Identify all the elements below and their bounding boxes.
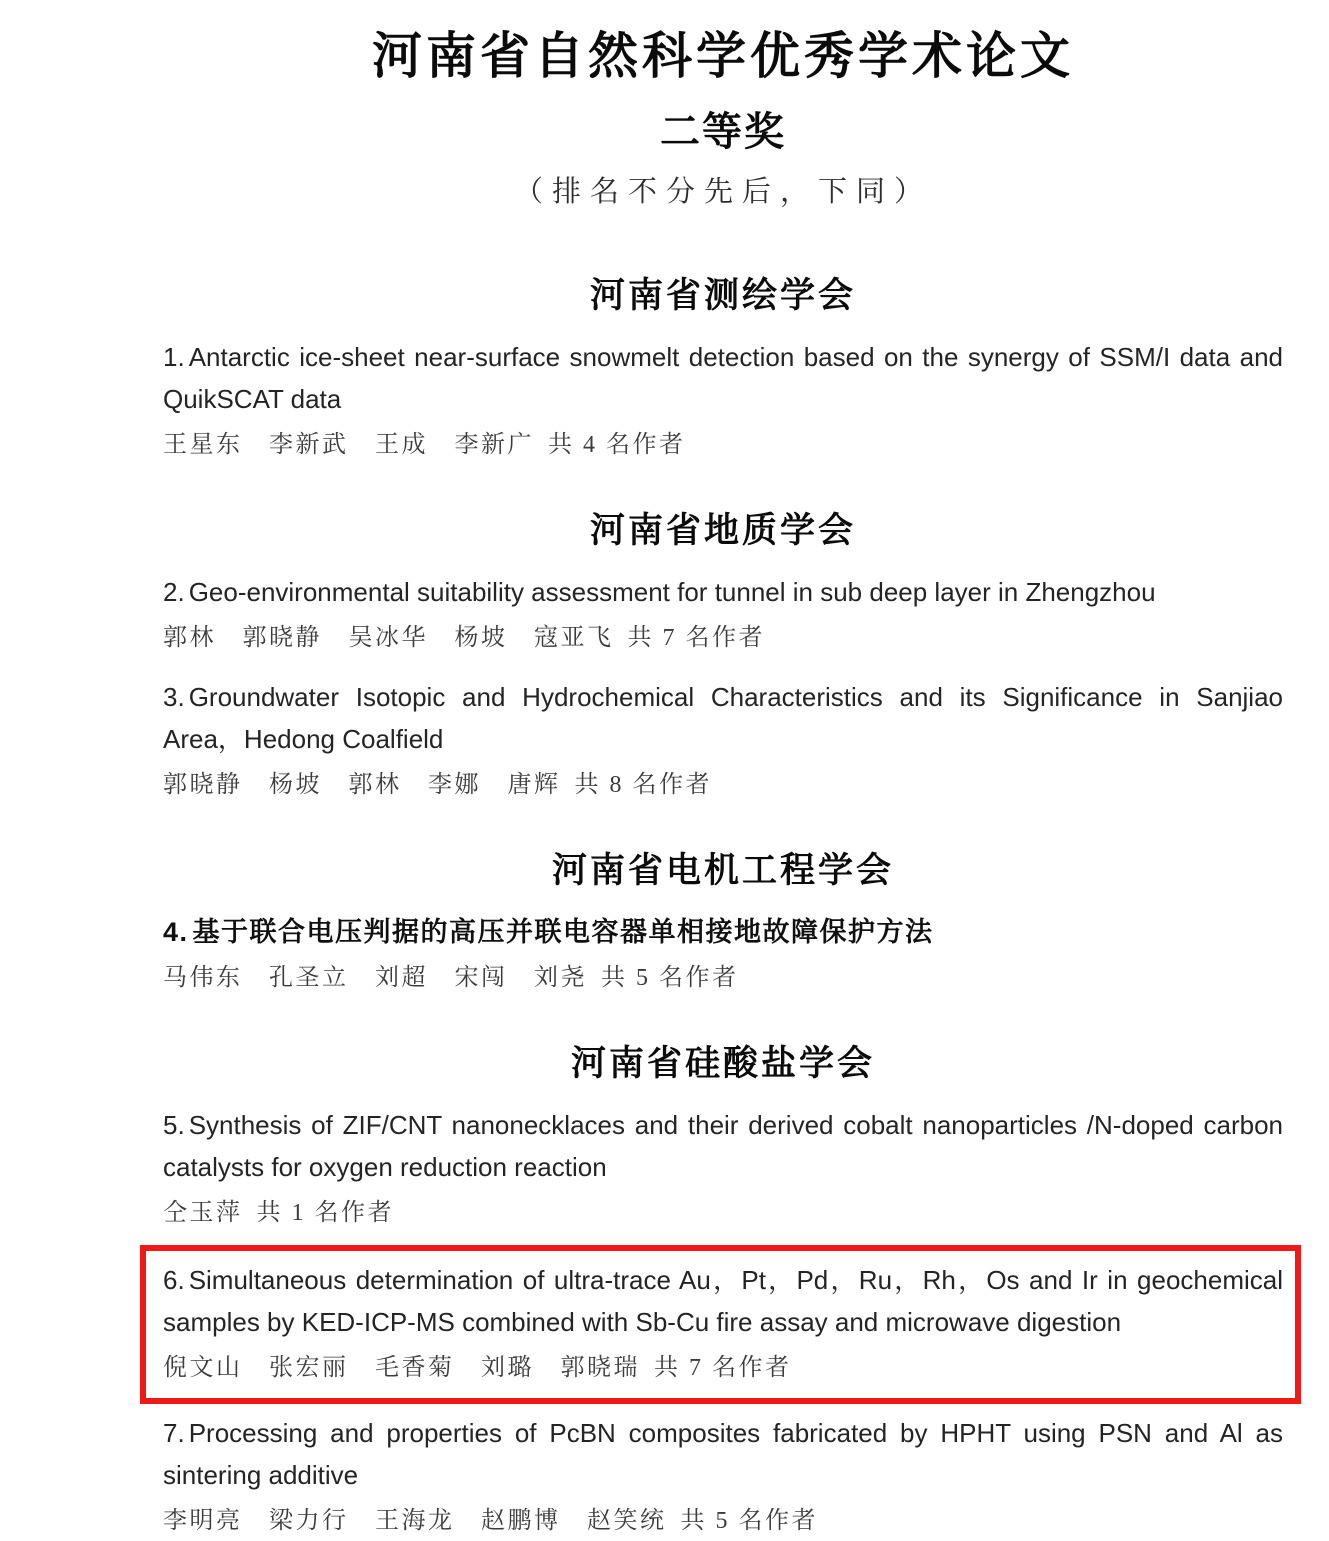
paper-authors bbox=[163, 1348, 1283, 1388]
author-count: 共 5 名作者 bbox=[680, 1508, 818, 1534]
paper-authors bbox=[163, 958, 1283, 998]
paper-item-6 bbox=[163, 1259, 1283, 1388]
society-header-geology: 河南省地质学会 bbox=[589, 511, 856, 550]
paper-title-text: Geo-environmental suitability assessment for tunnel in sub deep layer in Zhengzhou bbox=[188, 577, 1156, 607]
paper-number: 7. bbox=[163, 1418, 185, 1448]
paper-number: 6. bbox=[163, 1265, 185, 1295]
paper-authors bbox=[163, 425, 1283, 465]
society-header-surveying: 河南省测绘学会 bbox=[589, 276, 856, 315]
author-names: 仝玉萍 bbox=[163, 1200, 243, 1226]
ranking-note: （排名不分先后，下同） bbox=[513, 176, 932, 208]
paper-item-7 bbox=[163, 1412, 1283, 1541]
paper-title-text: Groundwater Isotopic and Hydrochemical Characteristics and its Significance in Sanjiao Area，Hedong Coalfield bbox=[163, 682, 1283, 754]
paper-title-text: Simultaneous determination of ultra-trace Au，Pt，Pd，Ru，Rh，Os and Ir in geochemical samples by KED-ICP-MS combined with Sb-Cu fire assay and microwave digestion bbox=[163, 1265, 1283, 1337]
author-names: 马伟东 孔圣立 刘超 宋闯 刘尧 bbox=[163, 965, 587, 991]
author-names: 郭林 郭晓静 吴冰华 杨坡 寇亚飞 bbox=[163, 625, 614, 651]
paper-item-2 bbox=[163, 571, 1283, 658]
author-names: 倪文山 张宏丽 毛香菊 刘璐 郭晓瑞 bbox=[163, 1355, 640, 1381]
paper-item-3 bbox=[163, 676, 1283, 805]
paper-title bbox=[163, 1412, 1283, 1496]
paper-title bbox=[163, 911, 1283, 953]
paper-number: 1. bbox=[163, 342, 185, 372]
award-level: 二等奖 bbox=[660, 109, 786, 154]
paper-authors bbox=[163, 618, 1283, 658]
paper-number: 4. bbox=[163, 917, 189, 947]
paper-title bbox=[163, 676, 1283, 760]
paper-authors bbox=[163, 1501, 1283, 1541]
paper-title bbox=[163, 1104, 1283, 1188]
author-count: 共 7 名作者 bbox=[627, 625, 765, 651]
paper-authors bbox=[163, 765, 1283, 805]
author-names: 李明亮 梁力行 王海龙 赵鹏博 赵笑统 bbox=[163, 1508, 667, 1534]
society-header-electrical-engineering: 河南省电机工程学会 bbox=[551, 851, 894, 890]
society-header-silicate: 河南省硅酸盐学会 bbox=[570, 1044, 875, 1083]
paper-number: 2. bbox=[163, 577, 185, 607]
author-count: 共 1 名作者 bbox=[256, 1200, 394, 1226]
paper-title-text: Synthesis of ZIF/CNT nanonecklaces and their derived cobalt nanoparticles /N-doped carbon catalysts for oxygen reduction reaction bbox=[163, 1110, 1283, 1182]
author-count: 共 4 名作者 bbox=[548, 432, 686, 458]
author-names: 郭晓静 杨坡 郭林 李娜 唐辉 bbox=[163, 772, 561, 798]
paper-item-5 bbox=[163, 1104, 1283, 1233]
paper-title-text: Processing and properties of PcBN composites fabricated by HPHT using PSN and Al as sintering additive bbox=[163, 1418, 1283, 1490]
paper-authors bbox=[163, 1193, 1283, 1233]
paper-number: 3. bbox=[163, 682, 185, 712]
author-names: 王星东 李新武 王成 李新广 bbox=[163, 432, 534, 458]
paper-title-text: 基于联合电压判据的高压并联电容器单相接地故障保护方法 bbox=[192, 917, 934, 947]
author-count: 共 7 名作者 bbox=[654, 1355, 792, 1381]
paper-number: 5. bbox=[163, 1110, 185, 1140]
author-count: 共 8 名作者 bbox=[574, 772, 712, 798]
highlight-box bbox=[140, 1245, 1301, 1404]
paper-title-text: Antarctic ice-sheet near-surface snowmelt detection based on the synergy of SSM/I data and QuikSCAT data bbox=[163, 342, 1283, 414]
paper-item-1 bbox=[163, 336, 1283, 465]
author-count: 共 5 名作者 bbox=[601, 965, 739, 991]
paper-title bbox=[163, 1259, 1283, 1343]
paper-title bbox=[163, 571, 1283, 613]
paper-item-4 bbox=[163, 911, 1283, 998]
document-title: 河南省自然科学优秀学术论文 bbox=[372, 28, 1074, 84]
paper-title bbox=[163, 336, 1283, 420]
